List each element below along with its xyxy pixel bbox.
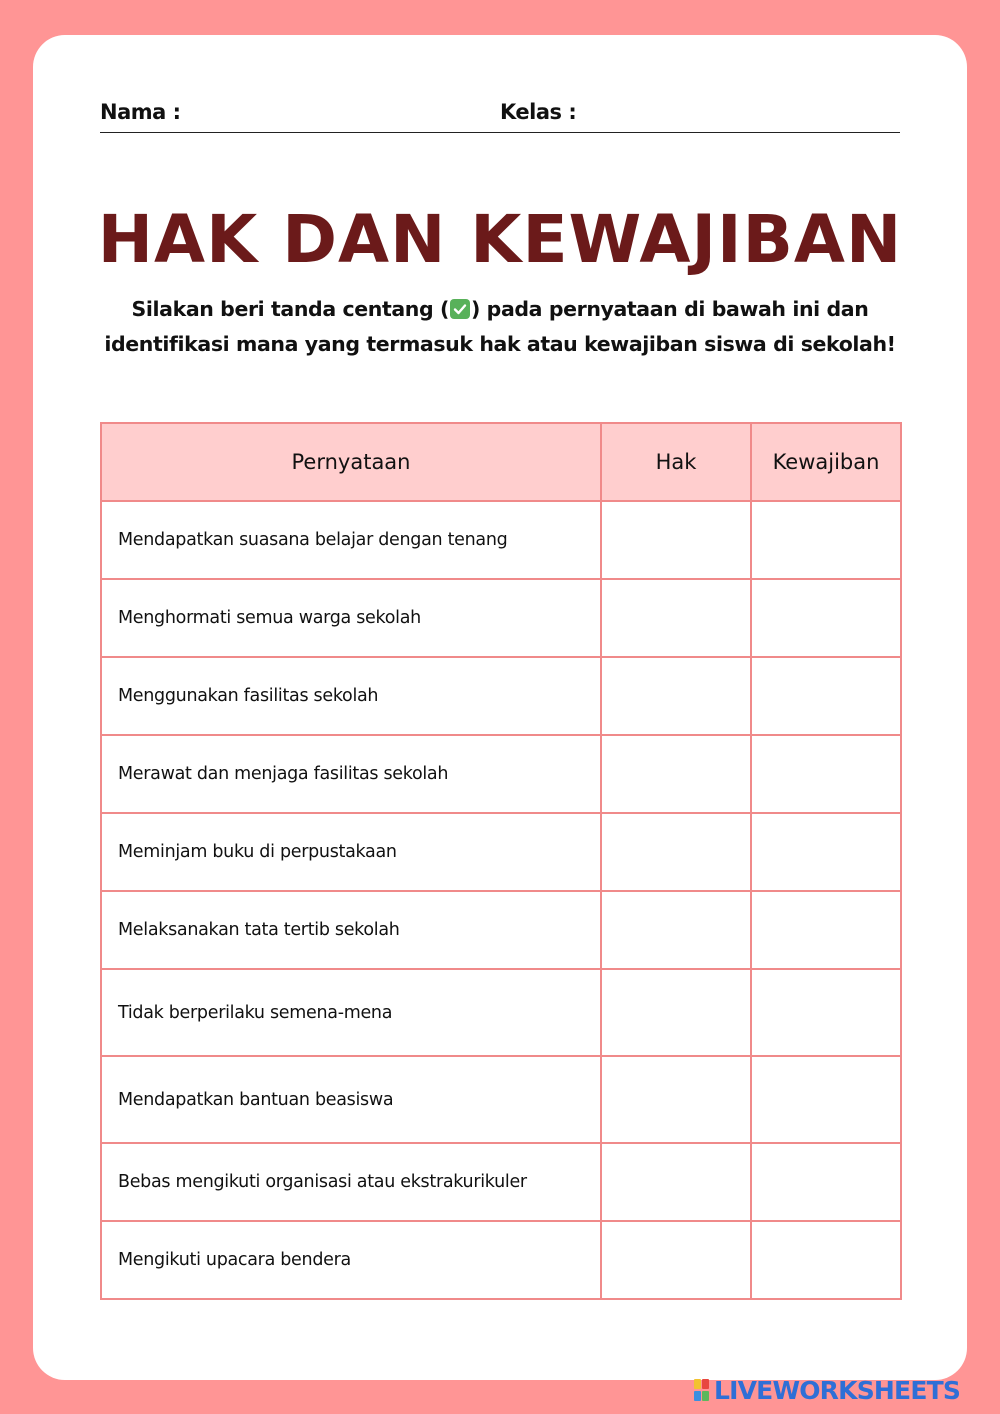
- hak-check-cell[interactable]: [601, 969, 751, 1056]
- instruction-line1-end: ) pada pernyataan di bawah ini dan: [470, 297, 869, 321]
- statement-cell: Meminjam buku di perpustakaan: [101, 813, 601, 891]
- instruction-line2: identifikasi mana yang termasuk hak atau kewajiban siswa di sekolah!: [104, 332, 896, 356]
- kewajiban-check-cell[interactable]: [751, 501, 901, 579]
- kewajiban-check-cell[interactable]: [751, 891, 901, 969]
- table-row: [101, 1221, 901, 1299]
- kewajiban-check-cell[interactable]: [751, 657, 901, 735]
- table-row: [101, 579, 901, 657]
- kewajiban-check-cell[interactable]: [751, 1221, 901, 1299]
- liveworksheets-logo-icon: [694, 1379, 710, 1401]
- check-mark-button-icon: [450, 299, 470, 319]
- kewajiban-check-cell[interactable]: [751, 813, 901, 891]
- table-header-row: [101, 423, 901, 501]
- column-header-hak: Hak: [601, 423, 751, 501]
- statement-cell: Tidak berperilaku semena-mena: [101, 969, 601, 1056]
- table-row: [101, 735, 901, 813]
- liveworksheets-brand: [694, 1376, 960, 1404]
- hak-check-cell[interactable]: [601, 1221, 751, 1299]
- kewajiban-check-cell[interactable]: [751, 579, 901, 657]
- hak-check-cell[interactable]: [601, 891, 751, 969]
- instruction-text: [80, 292, 920, 362]
- hak-check-cell[interactable]: [601, 1143, 751, 1221]
- class-input-line[interactable]: [576, 100, 900, 130]
- kewajiban-check-cell[interactable]: [751, 969, 901, 1056]
- brand-name: LIVEWORKSHEETS: [714, 1375, 961, 1405]
- instruction-line1-start: Silakan beri tanda centang (: [131, 297, 449, 321]
- column-header-statement: Pernyataan: [101, 423, 601, 501]
- hak-check-cell[interactable]: [601, 813, 751, 891]
- statement-cell: Mendapatkan bantuan beasiswa: [101, 1056, 601, 1143]
- kewajiban-check-cell[interactable]: [751, 1056, 901, 1143]
- statement-cell: Melaksanakan tata tertib sekolah: [101, 891, 601, 969]
- statement-cell: Bebas mengikuti organisasi atau ekstrakurikuler: [101, 1143, 601, 1221]
- column-header-kewajiban: Kewajiban: [751, 423, 901, 501]
- class-field[interactable]: [500, 100, 900, 133]
- statement-cell: Menghormati semua warga sekolah: [101, 579, 601, 657]
- hak-check-cell[interactable]: [601, 1056, 751, 1143]
- statement-cell: Mendapatkan suasana belajar dengan tenang: [101, 501, 601, 579]
- name-field[interactable]: [100, 100, 500, 133]
- statement-cell: Menggunakan fasilitas sekolah: [101, 657, 601, 735]
- statement-cell: Mengikuti upacara bendera: [101, 1221, 601, 1299]
- hak-check-cell[interactable]: [601, 579, 751, 657]
- student-info-row: [100, 100, 900, 134]
- table-row: [101, 501, 901, 579]
- table-row: [101, 657, 901, 735]
- page-title: HAK DAN KEWAJIBAN: [97, 201, 903, 278]
- table-row: [101, 1143, 901, 1221]
- hak-check-cell[interactable]: [601, 735, 751, 813]
- statement-table: [100, 422, 902, 1300]
- class-label: Kelas :: [500, 100, 577, 124]
- hak-check-cell[interactable]: [601, 501, 751, 579]
- table-row: [101, 1056, 901, 1143]
- kewajiban-check-cell[interactable]: [751, 1143, 901, 1221]
- table-row: [101, 891, 901, 969]
- hak-check-cell[interactable]: [601, 657, 751, 735]
- table-row: [101, 969, 901, 1056]
- kewajiban-check-cell[interactable]: [751, 735, 901, 813]
- name-input-line[interactable]: [181, 100, 500, 130]
- statement-cell: Merawat dan menjaga fasilitas sekolah: [101, 735, 601, 813]
- table-row: [101, 813, 901, 891]
- name-label: Nama :: [100, 100, 181, 124]
